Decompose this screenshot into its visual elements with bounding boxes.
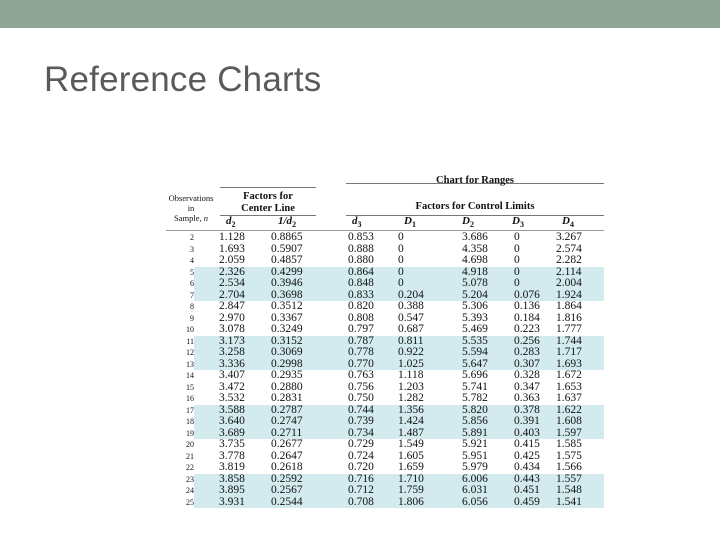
column-header-D2: $D_2$ <box>462 215 474 230</box>
value-cell-D2: 5.204 <box>462 288 488 301</box>
column-header-d3: $d_3$ <box>352 215 362 230</box>
value-cell-D3: 0.451 <box>514 484 540 496</box>
value-cell-d2: 1.693 <box>219 242 245 255</box>
value-cell-d2: 3.858 <box>219 472 245 485</box>
value-cell-D1: 1.605 <box>398 449 424 462</box>
value-cell-D2: 5.979 <box>462 461 488 473</box>
value-cell-D2: 4.918 <box>462 265 488 278</box>
value-cell-d3: 0.797 <box>348 323 374 335</box>
value-cell-D4: 1.864 <box>556 300 582 312</box>
value-cell-D2: 5.951 <box>462 449 488 462</box>
value-cell-inv-d2: 0.4857 <box>271 254 303 266</box>
value-cell-D3: 0.347 <box>514 380 540 393</box>
value-cell-D3: 0.363 <box>514 392 540 404</box>
sample-size-cell: 4 <box>190 256 194 265</box>
value-cell-inv-d2: 0.8865 <box>271 231 303 243</box>
value-cell-inv-d2: 0.2618 <box>271 461 303 473</box>
value-cell-D4: 2.282 <box>556 254 582 266</box>
value-cell-d3: 0.808 <box>348 311 374 324</box>
column-header-inv-d2: $1/d_2$ <box>278 215 297 230</box>
value-cell-inv-d2: 0.2747 <box>271 415 303 427</box>
value-cell-D1: 1.806 <box>398 495 424 508</box>
sample-size-cell: 18 <box>186 417 194 426</box>
value-cell-D1: 0.687 <box>398 323 424 335</box>
value-cell-D2: 3.686 <box>462 231 488 243</box>
value-cell-D1: 0.922 <box>398 346 424 358</box>
value-cell-D1: 1.659 <box>398 461 424 473</box>
value-cell-D1: 1.356 <box>398 403 424 416</box>
value-cell-D2: 5.921 <box>462 438 488 450</box>
table-row <box>166 439 604 451</box>
value-cell-inv-d2: 0.5907 <box>271 242 303 255</box>
value-cell-D1: 0.811 <box>398 334 424 347</box>
column-header-subscript: 2 <box>231 220 236 230</box>
value-cell-d3: 0.820 <box>348 300 374 312</box>
value-cell-D4: 1.924 <box>556 288 582 301</box>
value-cell-d2: 3.472 <box>219 380 245 393</box>
value-cell-inv-d2: 0.3249 <box>271 323 303 335</box>
value-cell-inv-d2: 0.2998 <box>271 357 303 370</box>
value-cell-d2: 3.931 <box>219 495 245 508</box>
value-cell-d2: 3.819 <box>219 461 245 473</box>
value-cell-D4: 1.548 <box>556 484 582 496</box>
table-row <box>166 485 604 497</box>
value-cell-D3: 0 <box>514 231 520 243</box>
table-body <box>166 232 604 508</box>
column-header-d2: $d_2$ <box>226 215 236 230</box>
sample-size-cell: 8 <box>190 302 194 311</box>
value-cell-D4: 1.777 <box>556 323 582 335</box>
sample-size-cell: 7 <box>190 290 194 300</box>
value-cell-D2: 5.393 <box>462 311 488 324</box>
value-cell-D4: 1.672 <box>556 369 582 381</box>
value-cell-D1: 0 <box>398 265 404 278</box>
value-cell-D3: 0 <box>514 265 520 278</box>
value-cell-inv-d2: 0.3152 <box>271 334 303 347</box>
center-line-heading <box>220 191 316 215</box>
sample-size-cell: 14 <box>186 371 194 380</box>
control-chart-factors-table <box>166 174 606 508</box>
value-cell-D4: 1.744 <box>556 334 582 347</box>
value-cell-D4: 1.717 <box>556 346 582 358</box>
slide-title: Reference Charts <box>44 60 322 99</box>
value-cell-d3: 0.750 <box>348 392 374 404</box>
table-row <box>166 255 604 267</box>
value-cell-D3: 0.256 <box>514 334 540 347</box>
ranges-heading: Chart for Ranges <box>436 175 514 186</box>
value-cell-D2: 6.031 <box>462 484 488 496</box>
value-cell-inv-d2: 0.3069 <box>271 346 303 358</box>
column-header-subscript: 1 <box>411 220 416 230</box>
value-cell-D3: 0.459 <box>514 495 540 508</box>
value-cell-D3: 0.076 <box>514 288 540 301</box>
table-row <box>166 232 604 244</box>
table-row <box>166 393 604 405</box>
value-cell-D2: 5.696 <box>462 369 488 381</box>
value-cell-D1: 0.547 <box>398 311 424 324</box>
value-cell-d3: 0.724 <box>348 449 374 462</box>
sample-size-cell: 10 <box>186 325 194 334</box>
value-cell-D4: 1.566 <box>556 461 582 473</box>
value-cell-D4: 1.541 <box>556 495 582 508</box>
sample-size-cell: 13 <box>186 359 194 369</box>
value-cell-D3: 0.307 <box>514 357 540 370</box>
value-cell-d3: 0.720 <box>348 461 374 473</box>
value-cell-d3: 0.880 <box>348 254 374 266</box>
value-cell-D4: 1.585 <box>556 438 582 450</box>
value-cell-d2: 2.704 <box>219 288 245 301</box>
value-cell-D2: 5.891 <box>462 426 488 439</box>
value-cell-inv-d2: 0.2567 <box>271 484 303 496</box>
value-cell-d3: 0.744 <box>348 403 374 416</box>
value-cell-D3: 0.328 <box>514 369 540 381</box>
table-row <box>166 301 604 313</box>
obs-label-line-2: in <box>187 203 195 213</box>
value-cell-D3: 0 <box>514 277 520 289</box>
sample-size-cell: 25 <box>186 497 194 507</box>
table-row <box>166 416 604 428</box>
value-cell-D3: 0.443 <box>514 472 540 485</box>
value-cell-inv-d2: 0.2831 <box>271 392 303 404</box>
center-line-top-rule <box>220 187 316 188</box>
value-cell-D2: 5.469 <box>462 323 488 335</box>
sample-size-cell: 17 <box>186 405 194 415</box>
value-cell-inv-d2: 0.2544 <box>271 495 303 508</box>
value-cell-d2: 2.970 <box>219 311 245 324</box>
value-cell-D4: 1.693 <box>556 357 582 370</box>
value-cell-D1: 1.424 <box>398 415 424 427</box>
value-cell-D3: 0.403 <box>514 426 540 439</box>
value-cell-D1: 0.204 <box>398 288 424 301</box>
sample-size-cell: 5 <box>190 267 194 277</box>
value-cell-d2: 2.534 <box>219 277 245 289</box>
obs-label-line-1: Observations <box>168 193 214 203</box>
value-cell-D1: 1.549 <box>398 438 424 450</box>
value-cell-d2: 3.173 <box>219 334 245 347</box>
value-cell-d3: 0.734 <box>348 426 374 439</box>
value-cell-D4: 2.574 <box>556 242 582 255</box>
value-cell-d3: 0.888 <box>348 242 374 255</box>
value-cell-D3: 0.184 <box>514 311 540 324</box>
sample-size-cell: 9 <box>190 313 194 323</box>
value-cell-d3: 0.864 <box>348 265 374 278</box>
value-cell-inv-d2: 0.3367 <box>271 311 303 324</box>
value-cell-D2: 4.358 <box>462 242 488 255</box>
value-cell-D3: 0.425 <box>514 449 540 462</box>
table-row <box>166 370 604 382</box>
value-cell-d3: 0.763 <box>348 369 374 381</box>
value-cell-d3: 0.787 <box>348 334 374 347</box>
value-cell-D3: 0.378 <box>514 403 540 416</box>
sample-size-cell: 23 <box>186 474 194 484</box>
value-cell-D1: 0 <box>398 231 404 243</box>
table-row <box>166 347 604 359</box>
column-header-subscript: 3 <box>357 220 362 230</box>
column-header-subscript: 3 <box>519 220 524 230</box>
value-cell-inv-d2: 0.2935 <box>271 369 303 381</box>
center-line-heading-line-2: Center Line <box>241 203 295 214</box>
value-cell-D4: 3.267 <box>556 231 582 243</box>
sample-size-cell: 22 <box>186 463 194 472</box>
value-cell-D2: 5.594 <box>462 346 488 358</box>
column-header-D3: $D_3$ <box>512 215 524 230</box>
value-cell-inv-d2: 0.2880 <box>271 380 303 393</box>
value-cell-D4: 1.637 <box>556 392 582 404</box>
column-header-subscript: 4 <box>569 220 574 230</box>
value-cell-D4: 2.114 <box>556 265 582 278</box>
value-cell-d3: 0.848 <box>348 277 374 289</box>
value-cell-d3: 0.708 <box>348 495 374 508</box>
value-cell-d3: 0.739 <box>348 415 374 427</box>
value-cell-D4: 1.622 <box>556 403 582 416</box>
value-cell-d2: 3.336 <box>219 357 245 370</box>
column-header-subscript: 2 <box>292 220 297 230</box>
value-cell-D1: 1.487 <box>398 426 424 439</box>
sample-size-cell: 2 <box>190 233 194 242</box>
column-header-D4: $D_4$ <box>562 215 574 230</box>
value-cell-d2: 3.258 <box>219 346 245 358</box>
value-cell-D2: 5.306 <box>462 300 488 312</box>
value-cell-d2: 2.326 <box>219 265 245 278</box>
sample-size-cell: 21 <box>186 451 194 461</box>
value-cell-inv-d2: 0.2647 <box>271 449 303 462</box>
value-cell-d3: 0.756 <box>348 380 374 393</box>
value-cell-d2: 3.689 <box>219 426 245 439</box>
value-cell-inv-d2: 0.4299 <box>271 265 303 278</box>
sample-size-cell: 19 <box>186 428 194 438</box>
value-cell-inv-d2: 0.2677 <box>271 438 303 450</box>
sample-size-cell: 20 <box>186 440 194 449</box>
value-cell-D4: 1.816 <box>556 311 582 324</box>
value-cell-inv-d2: 0.2711 <box>271 426 303 439</box>
value-cell-D4: 1.557 <box>556 472 582 485</box>
value-cell-D3: 0.391 <box>514 415 540 427</box>
value-cell-d3: 0.853 <box>348 231 374 243</box>
value-cell-D3: 0.283 <box>514 346 540 358</box>
value-cell-d2: 1.128 <box>219 231 245 243</box>
column-header-subscript: 2 <box>469 220 474 230</box>
value-cell-D2: 6.006 <box>462 472 488 485</box>
value-cell-d3: 0.729 <box>348 438 374 450</box>
header-bar <box>0 0 720 28</box>
value-cell-d2: 3.532 <box>219 392 245 404</box>
value-cell-inv-d2: 0.2787 <box>271 403 303 416</box>
value-cell-d3: 0.778 <box>348 346 374 358</box>
value-cell-d2: 3.778 <box>219 449 245 462</box>
value-cell-d2: 3.735 <box>219 438 245 450</box>
table-row <box>166 324 604 336</box>
table-row <box>166 278 604 290</box>
value-cell-D4: 1.653 <box>556 380 582 393</box>
value-cell-D1: 0 <box>398 254 404 266</box>
value-cell-D2: 5.856 <box>462 415 488 427</box>
value-cell-d3: 0.770 <box>348 357 374 370</box>
sample-size-cell: 16 <box>186 394 194 403</box>
value-cell-D4: 2.004 <box>556 277 582 289</box>
control-limits-heading: Factors for Control Limits <box>415 201 535 212</box>
value-cell-D4: 1.597 <box>556 426 582 439</box>
value-cell-D3: 0.136 <box>514 300 540 312</box>
value-cell-d3: 0.716 <box>348 472 374 485</box>
table-row <box>166 462 604 474</box>
value-cell-D1: 0.388 <box>398 300 424 312</box>
value-cell-D2: 6.056 <box>462 495 488 508</box>
obs-label-line-3: Sample, n <box>174 213 208 223</box>
value-cell-D1: 0 <box>398 277 404 289</box>
observations-header <box>166 193 216 223</box>
value-cell-D2: 5.535 <box>462 334 488 347</box>
value-cell-D2: 4.698 <box>462 254 488 266</box>
value-cell-d2: 3.588 <box>219 403 245 416</box>
value-cell-inv-d2: 0.3698 <box>271 288 303 301</box>
sample-size-cell: 12 <box>186 348 194 357</box>
value-cell-d3: 0.712 <box>348 484 374 496</box>
value-cell-D1: 1.025 <box>398 357 424 370</box>
center-line-heading-line-1: Factors for <box>243 191 293 202</box>
value-cell-D1: 1.118 <box>398 369 424 381</box>
value-cell-D3: 0 <box>514 242 520 255</box>
value-cell-d2: 2.847 <box>219 300 245 312</box>
value-cell-D2: 5.741 <box>462 380 488 393</box>
column-header-D1: $D_1$ <box>404 215 416 230</box>
sample-size-cell: 15 <box>186 382 194 392</box>
value-cell-d2: 3.640 <box>219 415 245 427</box>
value-cell-D1: 1.203 <box>398 380 424 393</box>
value-cell-D3: 0.415 <box>514 438 540 450</box>
value-cell-d2: 2.059 <box>219 254 245 266</box>
value-cell-d2: 3.407 <box>219 369 245 381</box>
value-cell-inv-d2: 0.3512 <box>271 300 303 312</box>
value-cell-D4: 1.608 <box>556 415 582 427</box>
value-cell-D1: 1.710 <box>398 472 424 485</box>
value-cell-d2: 3.078 <box>219 323 245 335</box>
value-cell-d3: 0.833 <box>348 288 374 301</box>
value-cell-D3: 0.223 <box>514 323 540 335</box>
sample-size-cell: 11 <box>186 336 194 346</box>
sample-size-cell: 6 <box>190 279 194 288</box>
value-cell-D3: 0 <box>514 254 520 266</box>
value-cell-D2: 5.647 <box>462 357 488 370</box>
value-cell-D2: 5.820 <box>462 403 488 416</box>
value-cell-D2: 5.078 <box>462 277 488 289</box>
value-cell-d2: 3.895 <box>219 484 245 496</box>
value-cell-D3: 0.434 <box>514 461 540 473</box>
value-cell-D4: 1.575 <box>556 449 582 462</box>
value-cell-D2: 5.782 <box>462 392 488 404</box>
value-cell-inv-d2: 0.3946 <box>271 277 303 289</box>
value-cell-D1: 0 <box>398 242 404 255</box>
value-cell-D1: 1.759 <box>398 484 424 496</box>
sample-size-cell: 24 <box>186 486 194 495</box>
value-cell-inv-d2: 0.2592 <box>271 472 303 485</box>
table-row <box>166 497 604 509</box>
sample-size-cell: 3 <box>190 244 194 254</box>
value-cell-D1: 1.282 <box>398 392 424 404</box>
